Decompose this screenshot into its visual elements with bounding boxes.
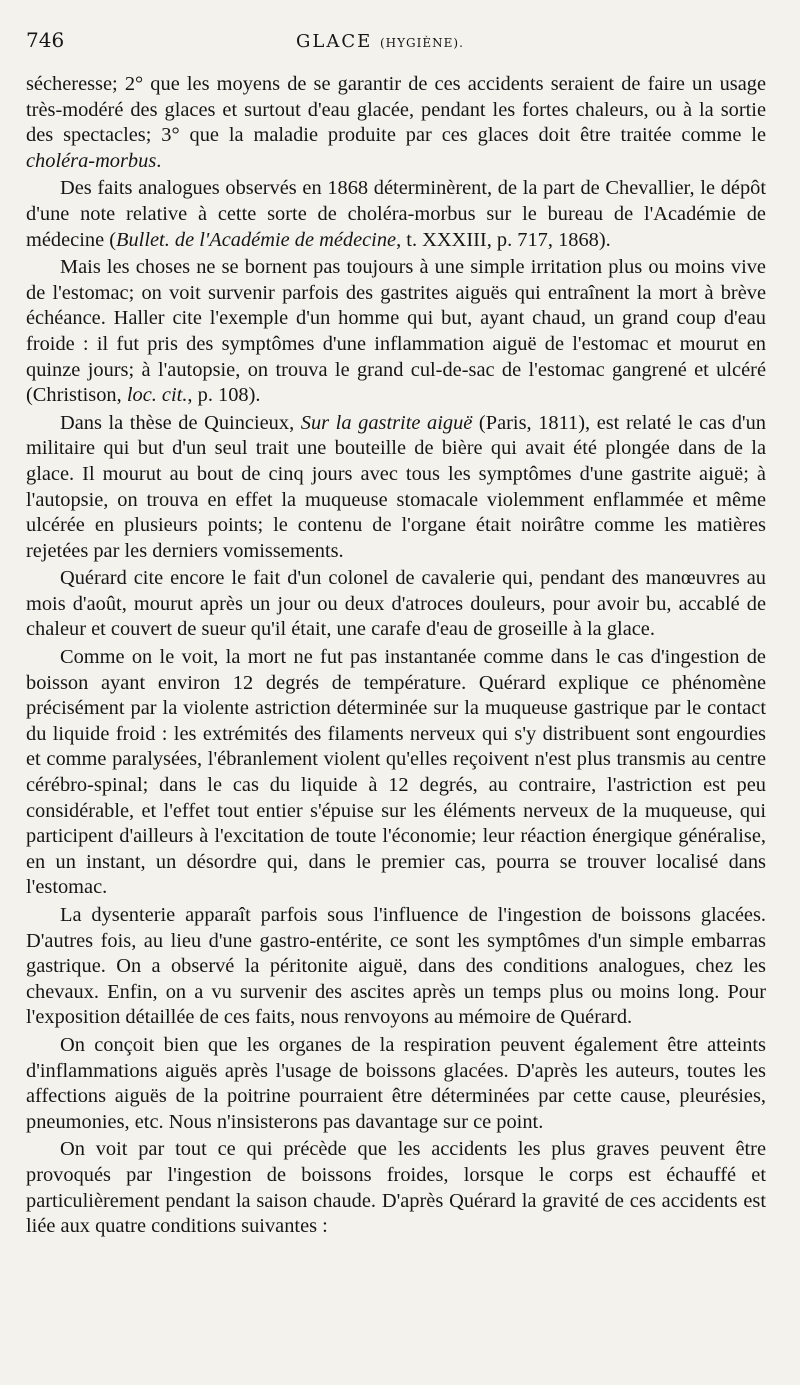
text-segment: Mais les choses ne se bornent pas toujours à une simple irritation plus ou moins vive de l'estomac; on voit survenir parfois des gastrites aiguës qui entraînent la mort à brève échéance. Haller cite l'exemple d'un homme qui but, ayant chaud, un grand coup d'eau froide : il fut pris des symptômes d'une inflammation aiguë de l'estomac et mourut en quinze jours; à l'autopsie, on trouva le grand cul-de-sac de l'estomac gangrené et ulcéré (Christison, xyxy=(26,256,766,407)
text-segment: sécheresse; 2° que les moyens de se garantir de ces accidents seraient de faire un usage très-modéré des glaces et surtout d'eau glacée, pendant les fortes chaleurs, ou à la sortie des spectacles; 3° que la maladie produite par ces glaces doit être traitée comme le xyxy=(26,73,766,147)
text-segment: . xyxy=(156,149,162,172)
italic-citation: Sur la gastrite aiguë xyxy=(300,411,473,434)
text-segment: La dysenterie apparaît parfois sous l'influence de l'ingestion de boissons glacées. D'autres fois, au lieu d'une gastro-entérite, ce sont les symptômes d'un simple embarras gastrique. On a observé la péritonite aiguë, dans des conditions analogues, chez les chevaux. Enfin, on a vu survenir des ascites après un temps plus ou moins long. Pour l'exposition détaillée de ces faits, nous renvoyons au mémoire de Quérard. xyxy=(26,904,766,1029)
text-segment: (Paris, 1811), est relaté le cas d'un militaire qui but d'un seul trait une bouteille de bière qui avait été plongée dans de la glace. Il mourut au bout de cinq jours avec tous les symptômes d'une gastrite aiguë; à l'autopsie, on trouva en effet la muqueuse stomacale violemment enflammée et même ulcérée en plusieurs points; le contenu de l'organe était noirâtre comme les matières rejetées par les derniers vomissements. xyxy=(26,411,766,562)
running-title-main: GLACE xyxy=(296,31,373,52)
text-segment: On voit par tout ce qui précède que les accidents les plus graves peuvent être provoqués par l'ingestion de boissons froides, lorsque le corps est échauffé et particulièrement pendant la saison chaude. D'après Quérard la gravité de ces accidents est liée aux quatre conditions suivantes : xyxy=(26,1138,766,1238)
running-header xyxy=(26,28,766,68)
text-segment: , t. XXXIII, p. 717, 1868). xyxy=(396,228,611,251)
italic-citation: choléra-morbus xyxy=(26,149,157,172)
paragraph xyxy=(26,411,766,565)
paragraph xyxy=(26,72,766,174)
paragraph xyxy=(26,566,766,643)
paragraph xyxy=(26,1137,766,1239)
paragraph xyxy=(26,255,766,409)
text-segment: Comme on le voit, la mort ne fut pas instantanée comme dans le cas d'ingestion de boisson ayant environ 12 degrés de température. Quérard explique ce phénomène précisément par la violente astriction déterminée sur la muqueuse gastrique par le contact du liquide froid : les extrémités des filaments nerveux qui s'y distribuent sont engourdies et comme paralysées, l'ébranlement violent qu'elles reçoivent n'est plus transmis au centre cérébro-spinal; dans le cas du liquide à 12 degrés, au contraire, l'astriction est peu considérable, et l'effet tout entier s'épuise sur les éléments nerveux de la muqueuse, qui participent d'ailleurs à l'excitation de toute l'économie; leur réaction énergique généralise, en un instant, un désordre qui, dans le premier cas, pourra se trouver localisé dans l'estomac. xyxy=(26,646,766,899)
text-segment: Des faits analogues observés en 1868 déterminèrent, de la part de Chevallier, le dépôt d'une note relative à cette sorte de choléra-morbus sur le bureau de l'Académie de médecine ( xyxy=(26,177,766,251)
italic-citation: loc. cit. xyxy=(126,384,188,407)
paragraph xyxy=(26,903,766,1031)
page-number: 746 xyxy=(26,28,65,52)
text-segment: On conçoit bien que les organes de la respiration peuvent également être atteints d'inflammations aiguës après l'usage de boissons glacées. D'après les auteurs, toutes les affections aiguës de la poitrine pourraient être déterminées par cette cause, pleurésies, pneumonies, etc. Nous n'insisterons pas davantage sur ce point. xyxy=(26,1033,766,1133)
text-segment: , p. 108). xyxy=(187,384,261,407)
text-segment: Dans la thèse de Quincieux, xyxy=(60,411,301,434)
text-segment: Quérard cite encore le fait d'un colonel de cavalerie qui, pendant des manœuvres au mois d'août, mourut après un jour ou deux d'atroces douleurs, pour avoir bu, accablé de chaleur et couvert de sueur qu'il était, une carafe d'eau de groseille à la glace. xyxy=(26,567,766,641)
paragraph xyxy=(26,176,766,253)
body-text xyxy=(26,72,766,1240)
italic-citation: Bullet. de l'Académie de médecine xyxy=(116,228,397,251)
running-title xyxy=(296,31,464,52)
paragraph xyxy=(26,645,766,901)
running-title-sub: (HYGIÈNE). xyxy=(379,36,464,50)
paragraph xyxy=(26,1033,766,1135)
